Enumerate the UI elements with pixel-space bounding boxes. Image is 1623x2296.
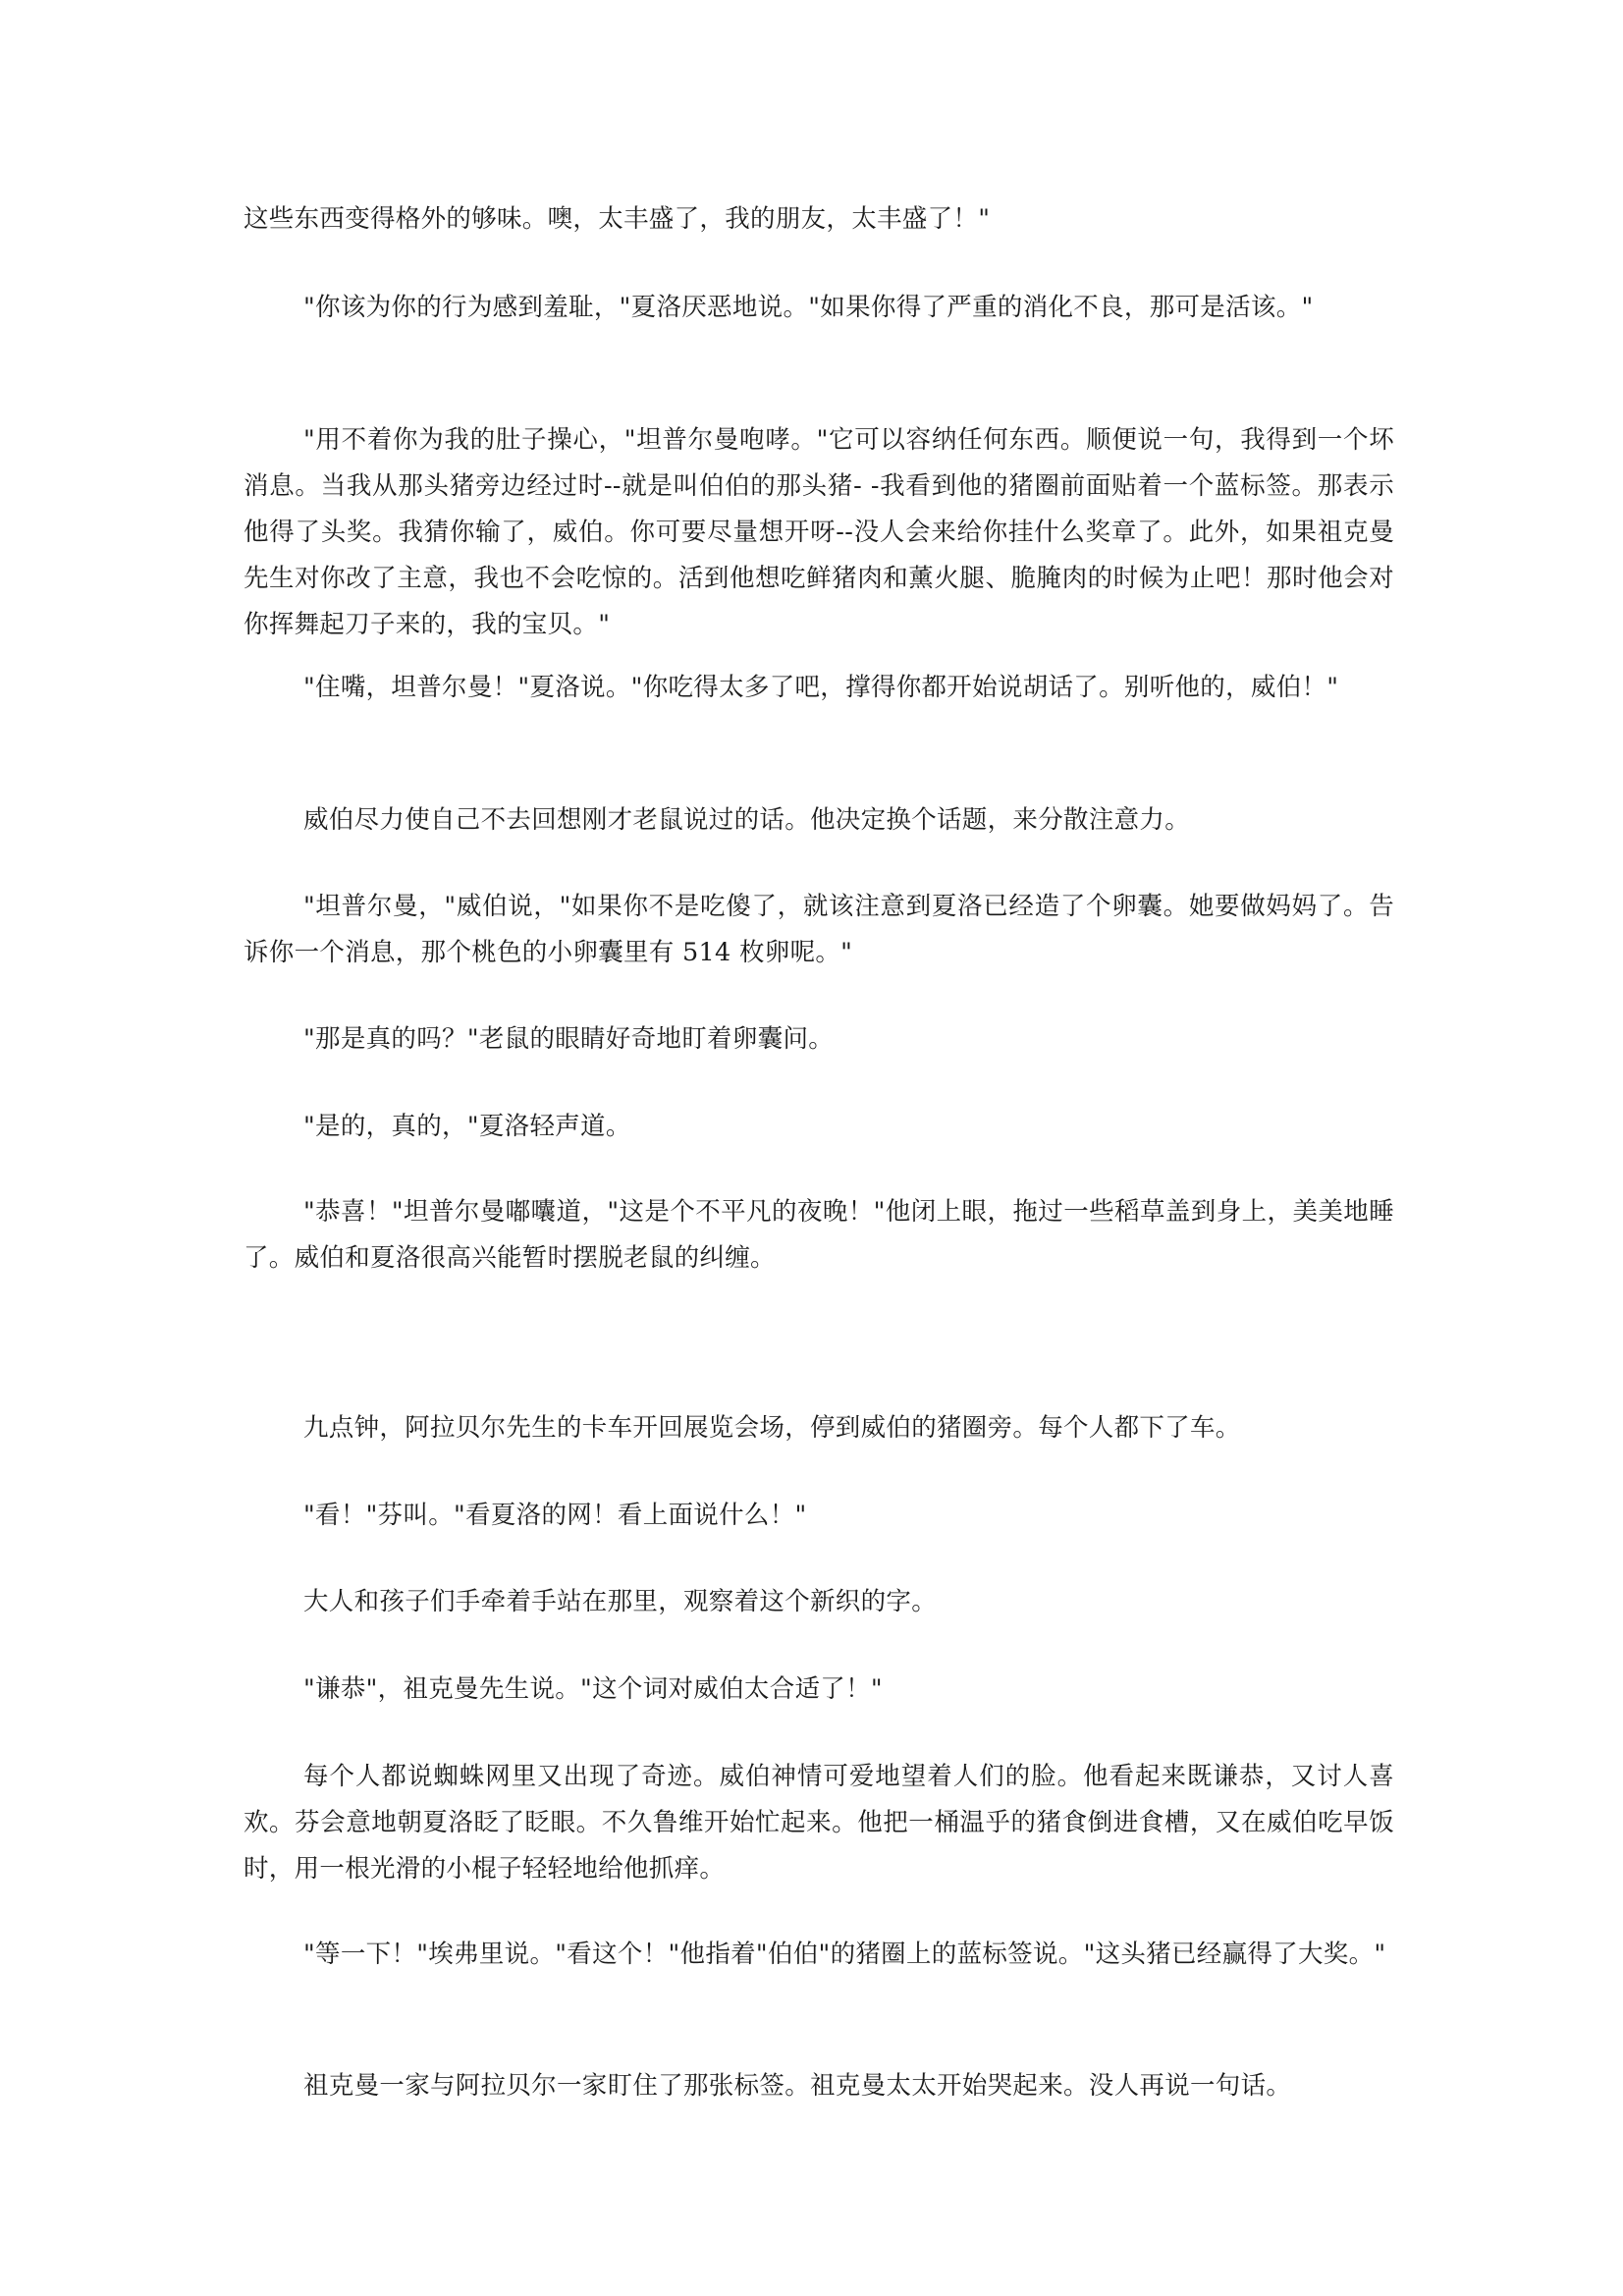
paragraph: "恭喜！"坦普尔曼嘟囔道，"这是个不平凡的夜晚！"他闭上眼，拖过一些稻草盖到身上，美美地睡了。威伯和夏洛很高兴能暂时摆脱老鼠的纠缠。 [243, 1197, 1394, 1273]
paragraph: 大人和孩子们手牵着手站在那里，观察着这个新织的字。 [303, 1587, 938, 1616]
paragraph: "看！"芬叫。"看夏洛的网！看上面说什么！" [303, 1501, 807, 1530]
paragraph: "住嘴，坦普尔曼！"夏洛说。"你吃得太多了吧，撑得你都开始说胡话了。别听他的，威伯！" [303, 673, 1339, 702]
paragraph: "谦恭"，祖克曼先生说。"这个词对威伯太合适了！" [303, 1674, 883, 1704]
paragraph: "那是真的吗？"老鼠的眼睛好奇地盯着卵囊问。 [303, 1024, 835, 1054]
paragraph: "等一下！"埃弗里说。"看这个！"他指着"伯伯"的猪圈上的蓝标签说。"这头猪已经赢得了大奖。" [303, 1940, 1386, 1969]
paragraph: 威伯尽力使自己不去回想刚才老鼠说过的话。他决定换个话题，来分散注意力。 [303, 805, 1191, 835]
paragraph: 这些东西变得格外的够味。噢，太丰盛了，我的朋友，太丰盛了！" [243, 204, 991, 234]
paragraph: 每个人都说蜘蛛网里又出现了奇迹。威伯神情可爱地望着人们的脸。他看起来既谦恭，又讨人喜欢。芬会意地朝夏洛眨了眨眼。不久鲁维开始忙起来。他把一桶温乎的猪食倒进食槽，又在威伯吃早饭时，用一根光滑的小棍子轻轻地给他抓痒。 [243, 1762, 1394, 1884]
paragraph: 九点钟，阿拉贝尔先生的卡车开回展览会场，停到威伯的猪圈旁。每个人都下了车。 [303, 1413, 1241, 1443]
paragraph: "是的，真的，"夏洛轻声道。 [303, 1112, 631, 1141]
paragraph: "你该为你的行为感到羞耻，"夏洛厌恶地说。"如果你得了严重的消化不良，那可是活该。" [303, 293, 1314, 322]
paragraph: "坦普尔曼，"威伯说，"如果你不是吃傻了，就该注意到夏洛已经造了个卵囊。她要做妈妈了。告诉你一个消息，那个桃色的小卵囊里有 514 枚卵呢。" [243, 892, 1394, 967]
paragraph: 祖克曼一家与阿拉贝尔一家盯住了那张标签。祖克曼太太开始哭起来。没人再说一句话。 [303, 2071, 1292, 2101]
paragraph: "用不着你为我的肚子操心，"坦普尔曼咆哮。"它可以容纳任何东西。顺便说一句，我得到一个坏消息。当我从那头猪旁边经过时--就是叫伯伯的那头猪- -我看到他的猪圈前面贴着一个蓝标签。那表示他得了头奖。我猜你输了，威伯。你可要尽量想开呀--没人会来给你挂什么奖章了。此外，如果祖克曼先生对你改了主意，我也不会吃惊的。活到他想吃鲜猪肉和薰火腿、脆腌肉的时候为止吧！那时他会对你挥舞起刀子来的，我的宝贝。" [243, 425, 1394, 639]
